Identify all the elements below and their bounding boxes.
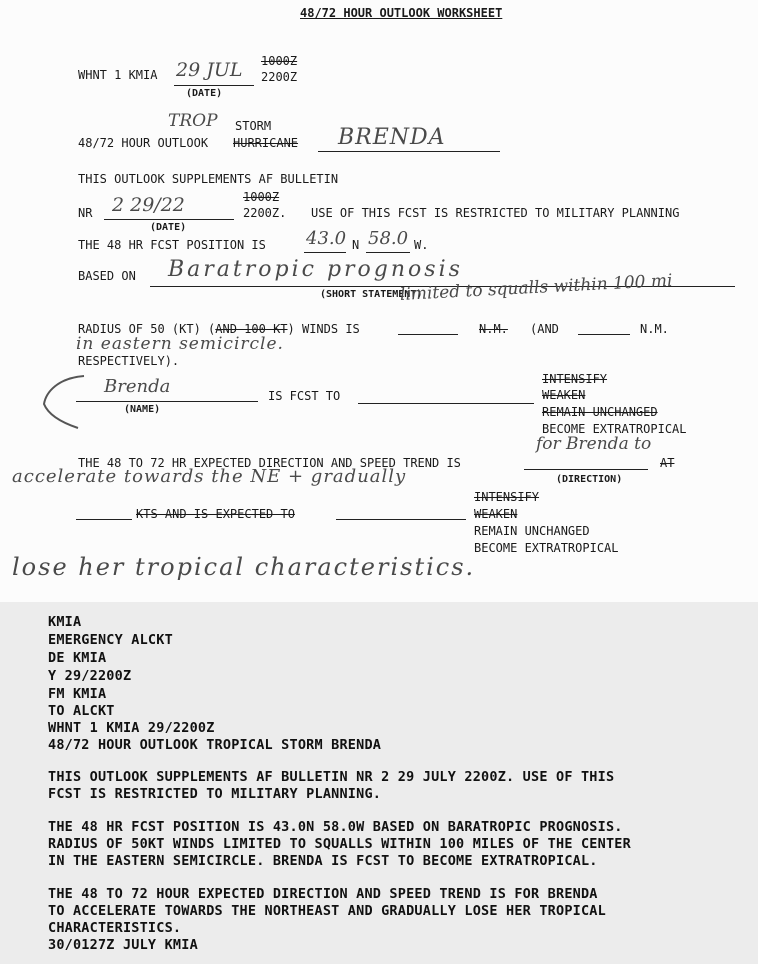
supplements-text: THIS OUTLOOK SUPPLEMENTS AF BULLETIN	[78, 172, 339, 186]
kts-blank	[76, 519, 132, 520]
restricted-text: USE OF THIS FCST IS RESTRICTED TO MILITARY PLANNING	[311, 206, 680, 220]
teletype-line: 48/72 HOUR OUTLOOK TROPICAL STORM BRENDA	[48, 737, 382, 753]
is-fcst-to: IS FCST TO	[268, 389, 341, 403]
teletype-line: IN THE EASTERN SEMICIRCLE. BRENDA IS FCST TO BECOME EXTRATROPICAL.	[48, 853, 598, 869]
teletype-line: THE 48 HR FCST POSITION IS 43.0N 58.0W BASED ON BARATROPIC PROGNOSIS.	[48, 819, 623, 835]
teletype-line: DE KMIA	[48, 650, 107, 666]
latitude-underline	[304, 252, 346, 253]
latitude-suffix: N	[352, 238, 360, 252]
name-underline	[76, 401, 258, 402]
teletype-line: 30/0127Z JULY KMIA	[48, 937, 198, 953]
fcst-blank	[358, 403, 534, 404]
time-2200z: 2200Z	[261, 70, 298, 84]
respectively-text: RESPECTIVELY).	[78, 354, 180, 368]
handwritten-accelerate: accelerate towards the NE + gradually	[12, 466, 407, 487]
struck-radius: AND 100 KT	[215, 322, 288, 336]
handwritten-latitude: 43.0	[306, 228, 347, 249]
struck-at: AT	[660, 456, 675, 470]
teletype-line: EMERGENCY ALCKT	[48, 632, 173, 648]
nr-label: NR	[78, 206, 93, 220]
handwritten-longitude: 58.0	[368, 228, 409, 249]
option1-intensify: INTENSIFY	[542, 372, 608, 386]
expected-blank	[336, 519, 466, 520]
option2-weaken: WEAKEN	[474, 507, 518, 521]
name-caption: (NAME)	[124, 404, 161, 415]
kts-text	[136, 507, 295, 521]
radius-winds: ) WINDS IS	[287, 322, 360, 336]
and-label: (AND	[530, 322, 559, 336]
radius-blank-2	[578, 334, 630, 335]
longitude-suffix: W.	[414, 238, 429, 252]
date-underline	[174, 85, 254, 86]
outlook-label: 48/72 HOUR OUTLOOK	[78, 136, 209, 150]
handwritten-eastern: in eastern semicircle.	[76, 334, 284, 354]
handwritten-name: Brenda	[104, 376, 171, 397]
direction-caption: (DIRECTION)	[556, 474, 623, 485]
handwritten-nr: 2 29/22	[112, 194, 185, 216]
teletype-line: Y 29/2200Z	[48, 668, 132, 684]
option2-extratropical: BECOME EXTRATROPICAL	[474, 541, 619, 555]
handwritten-bracket	[38, 370, 88, 430]
trend-text: THE 48 TO 72 HR EXPECTED DIRECTION AND SPEED TREND IS	[78, 456, 461, 470]
struck-time: 1000Z	[261, 54, 298, 68]
position-text: THE 48 HR FCST POSITION IS	[78, 238, 266, 252]
teletype-line: CHARACTERISTICS.	[48, 920, 182, 936]
teletype-line: KMIA	[48, 614, 82, 630]
teletype-line: TO ALCKT	[48, 703, 115, 719]
storm-word: STORM	[235, 119, 272, 133]
nr-underline	[104, 219, 234, 220]
handwritten-date: 29 JUL	[176, 59, 243, 81]
handwritten-limited: limited to squalls within 100 mi	[399, 270, 673, 305]
worksheet-title: 48/72 HOUR OUTLOOK WORKSHEET	[300, 6, 503, 20]
option2-remain: REMAIN UNCHANGED	[474, 524, 590, 538]
teletype-message	[0, 602, 758, 964]
nr-time: 2200Z.	[243, 206, 287, 220]
date-caption: (DATE)	[186, 88, 223, 99]
struck-hurricane: HURRICANE	[233, 136, 299, 150]
option1-weaken: WEAKEN	[542, 388, 586, 402]
longitude-underline	[366, 252, 410, 253]
handwritten-for-brenda: for Brenda to	[536, 434, 652, 454]
struck-nr-time: 1000Z	[243, 190, 280, 204]
handwritten-storm-name: BRENDA	[338, 125, 446, 150]
handwritten-trop: TROP	[168, 111, 218, 131]
nm-label: N.M.	[640, 322, 669, 336]
nr-date-caption: (DATE)	[150, 222, 187, 233]
radius-prefix: RADIUS OF 50 (KT) (	[78, 322, 216, 336]
teletype-line: TO ACCELERATE TOWARDS THE NORTHEAST AND GRADUALLY LOSE HER TROPICAL	[48, 903, 606, 919]
option2-intensify: INTENSIFY	[474, 490, 540, 504]
teletype-line: THE 48 TO 72 HOUR EXPECTED DIRECTION AND SPEED TREND IS FOR BRENDA	[48, 886, 598, 902]
teletype-line: THIS OUTLOOK SUPPLEMENTS AF BULLETIN NR 2 29 JULY 2200Z. USE OF THIS	[48, 769, 615, 785]
teletype-line: FCST IS RESTRICTED TO MILITARY PLANNING.	[48, 786, 382, 802]
radius-blank-1	[398, 334, 458, 335]
teletype-line: WHNT 1 KMIA 29/2200Z	[48, 720, 215, 736]
teletype-line: FM KMIA	[48, 686, 107, 702]
storm-name-underline	[318, 151, 500, 152]
teletype-line: RADIUS OF 50KT WINDS LIMITED TO SQUALLS WITHIN 100 MILES OF THE CENTER	[48, 836, 631, 852]
struck-nm: N.M.	[479, 322, 508, 336]
direction-blank	[524, 469, 648, 470]
kts-expected: KTS AND IS EXPECTED TO	[136, 507, 295, 521]
handwritten-based-on: Baratropic prognosis	[168, 257, 463, 282]
based-on-label: BASED ON	[78, 269, 136, 283]
handwritten-lose: lose her tropical characteristics.	[12, 553, 476, 581]
option1-remain: REMAIN UNCHANGED	[542, 405, 658, 419]
whnt-label: WHNT 1 KMIA	[78, 68, 158, 82]
short-statement-caption: (SHORT STATEMENT)	[320, 289, 423, 300]
option1-extratropical: BECOME EXTRATROPICAL	[542, 422, 687, 436]
